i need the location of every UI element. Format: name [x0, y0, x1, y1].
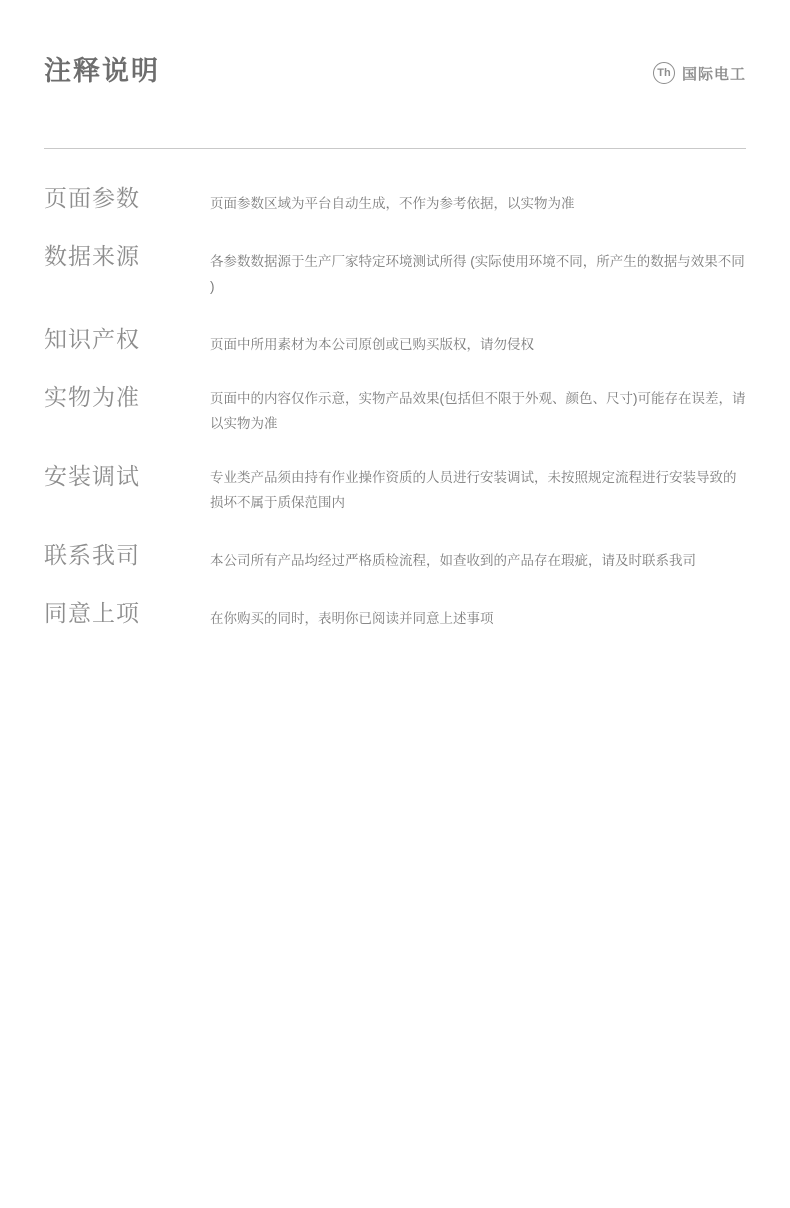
note-label: 实物为准	[44, 383, 140, 410]
note-label: 安装调试	[44, 462, 140, 489]
note-label: 联系我司	[44, 541, 140, 568]
header-divider	[44, 148, 746, 149]
note-label: 数据来源	[44, 242, 140, 269]
page-title: 注释说明	[44, 56, 160, 86]
note-label: 同意上项	[44, 599, 140, 626]
page-header	[44, 0, 746, 100]
brand-name: 国际电工	[681, 65, 746, 83]
brand-logo	[653, 62, 746, 88]
note-label: 页面参数	[44, 185, 140, 211]
list-item	[44, 243, 746, 300]
note-text: 在你购买的同时，表明你已阅读并同意上述事项	[210, 610, 494, 626]
list-item	[44, 542, 746, 574]
note-text: 本公司所有产品均经过严格质检流程，如查收到的产品存在瑕疵，请及时联系我司	[210, 552, 696, 568]
list-item	[44, 384, 746, 437]
note-text: 页面中所用素材为本公司原创或已购买版权，请勿侵权	[210, 336, 534, 352]
notes-list	[44, 185, 746, 632]
list-item	[44, 185, 746, 217]
note-text: 页面中的内容仅作示意，实物产品效果(包括但不限于外观、颜色、尺寸)可能存在误差，请以实物为准	[210, 390, 746, 431]
note-text: 专业类产品须由持有作业操作资质的人员进行安装调试，未按照规定流程进行安装导致的损坏不属于质保范围内	[210, 469, 737, 510]
note-text: 页面参数区域为平台自动生成，不作为参考依据，以实物为准	[210, 196, 575, 211]
note-label: 知识产权	[44, 325, 140, 352]
list-item	[44, 600, 746, 632]
note-text: 各参数数据源于生产厂家特定环境测试所得 (实际使用环境不同，所产生的数据与效果不同 )	[210, 253, 745, 294]
list-item	[44, 326, 746, 358]
brand-mark-icon: Th	[653, 62, 675, 84]
list-item	[44, 463, 746, 516]
